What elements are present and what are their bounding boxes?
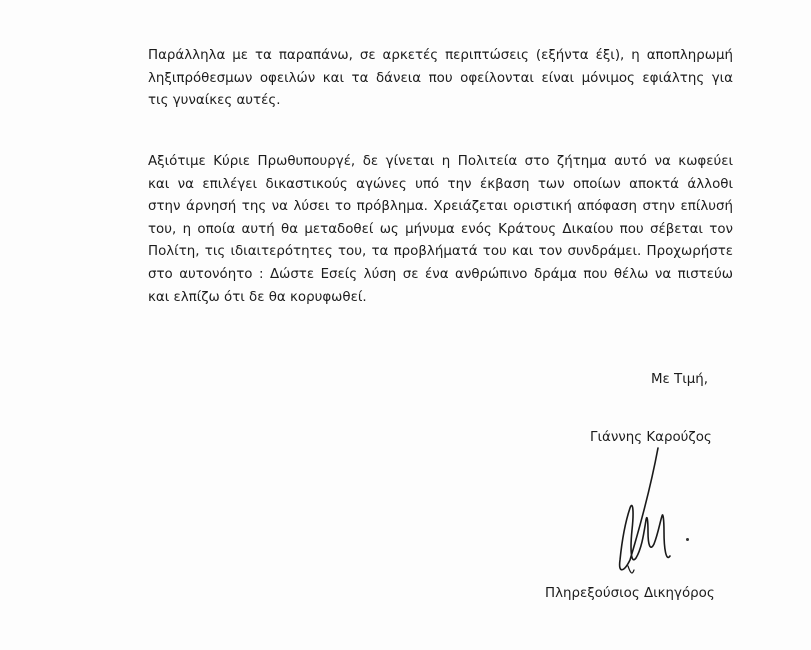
paragraph-line: τις γυναίκες αυτές. [148,93,281,109]
ink-dot [686,538,689,541]
signature-stroke [620,448,670,570]
paragraph-line: Παράλληλα με τα παραπάνω, σε αρκετές περιπτώσεις (εξήντα έξι), η αποπληρωμή [148,48,733,63]
signer-role: Πληρεξούσιος Δικηγόρος [545,586,715,601]
paragraph-line: Αξιότιμε Κύριε Πρωθυπουργέ, δε γίνεται η Πολιτεία στο ζήτημα αυτό να κωφεύει [148,154,733,169]
paragraph-line: και ελπίζω ότι δε θα κορυφωθεί. [148,289,367,305]
paragraph-appeal [148,151,733,309]
paragraph-line: Πολίτη, τις ιδιαιτερότητες του, τα προβλήματά του και τον συνδράμει. Προχωρήστε [148,244,733,260]
closing-salutation: Με Τιμή, [651,372,709,387]
paragraph-line: του, η οποία αυτή θα μεταδοθεί ως μήνυμα ενός Κράτους Δικαίου που σέβεται τον [148,221,733,237]
signer-name: Γιάννης Καρούζος [590,430,712,445]
paragraph-debts [148,45,733,113]
paragraph-line: στο αυτονόητο : Δώστε Εσείς λύση σε ένα ανθρώπινο δράμα που θέλω να πιστεύω [148,266,733,282]
paragraph-line: και να επιλέγει δικαστικούς αγώνες υπό την έκβαση των οποίων αποκτά άλλοθι [148,176,733,192]
paragraph-line: στην άρνησή της να λύσει το πρόβλημα. Χρειάζεται οριστική απόφαση στην επίλυσή [148,199,733,215]
signature-stroke-underline [628,566,634,573]
paragraph-line: ληξιπρόθεσμων οφειλών και τα δάνεια που οφείλονται είναι μόνιμος εφιάλτης για [148,70,733,86]
handwritten-signature [600,440,710,590]
